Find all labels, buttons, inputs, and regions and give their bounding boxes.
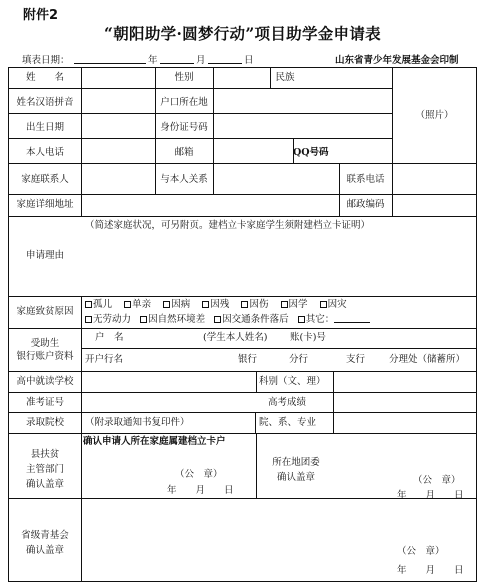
province-seal: （公 章） [397,546,445,557]
contact-phone-label: 联系电话 [346,174,385,185]
confirm-text: 确认申请人所在家庭属建档立卡户 [83,436,226,447]
contact-label: 家庭联系人 [21,174,69,185]
date-label: 填表日期： [22,55,70,66]
other-blank[interactable] [334,313,370,323]
subject-label: 科别（文、理） [259,376,326,387]
account-name-label: 户 名 [95,332,124,343]
bank-label: 银行 [238,354,258,365]
checkbox[interactable] [202,301,209,308]
checkbox[interactable] [241,301,248,308]
appendix-label: 附件2 [23,8,59,23]
month-label: 月 [196,55,206,66]
form-table [8,67,477,582]
reason-hint: （简述家庭状况，可另附页。建档立卡家庭学生须附建档立卡证明） [85,220,371,231]
league-label-1: 所在地团委 [272,457,320,468]
relation-label: 与本人关系 [160,174,208,185]
checkbox[interactable] [140,316,147,323]
address-label: 家庭详细地址 [16,199,74,210]
poverty-line-2: 无劳动力 因自然环境差 因交通条件落后 其它： [85,313,370,326]
league-seal: （公 章） [413,475,461,486]
admitted-hint: （附录取通知书复印件） [85,417,190,428]
league-label-2: 确认盖章 [276,472,315,483]
exam-no-label: 准考证号 [25,397,64,408]
high-school-label: 高中就读学校 [16,376,74,387]
score-label: 高考成绩 [268,397,307,408]
province-label-1: 省级青基会 [21,530,69,541]
postcode-label: 邮政编码 [346,199,385,210]
fill-date-row [22,52,470,66]
admitted-label: 录取院校 [25,417,64,428]
league-date: 年 月 日 [397,490,464,501]
checkbox[interactable] [214,316,221,323]
checkbox[interactable] [85,316,92,323]
checkbox[interactable] [163,301,170,308]
qq-label: QQ号码 [293,147,329,158]
poverty-line-1: 孤儿 单亲 因病 因残 因伤 因学 因灾 [85,299,347,311]
phone-label: 本人电话 [25,147,64,158]
ethnicity-label: 民族 [275,72,295,83]
poverty-label: 家庭致贫原因 [16,306,74,317]
name-label: 姓 名 [25,72,64,83]
account-no-label: 账(卡)号 [290,332,326,343]
province-date: 年 月 日 [397,565,464,576]
checkbox[interactable] [298,316,305,323]
checkbox[interactable] [124,301,131,308]
birth-label: 出生日期 [25,122,64,133]
sub-branch-label: 支行 [346,354,366,365]
issuer-label: 山东省青少年发展基金会印制 [335,55,459,66]
county-date: 年 月 日 [167,485,234,496]
id-number-label: 身份证号码 [160,122,208,133]
county-seal: （公 章） [175,469,223,480]
reason-label: 申请理由 [25,250,64,261]
pinyin-label: 姓名汉语拼音 [16,97,74,108]
hukou-label: 户口所在地 [160,97,208,108]
day-label: 日 [244,55,254,66]
office-label: 分理处（储蓄所） [389,354,466,365]
month-blank[interactable] [160,63,194,64]
county-label-3: 确认盖章 [25,479,64,490]
photo-placeholder: （照片） [415,110,454,121]
form-title: “朝阳助学·圆梦行动”项目助学金申请表 [104,24,381,43]
account-name-note: (学生本人姓名) [203,332,268,343]
checkbox[interactable] [85,301,92,308]
county-label-2: 主管部门 [25,464,64,475]
checkbox[interactable] [320,301,327,308]
gender-label: 性别 [174,72,194,83]
county-label-1: 县扶贫 [30,449,60,460]
day-blank[interactable] [208,63,242,64]
bank-label-1: 受助生 [30,338,60,349]
branch-label: 分行 [289,354,309,365]
email-label: 邮箱 [174,147,194,158]
checkbox[interactable] [281,301,288,308]
province-label-2: 确认盖章 [25,545,64,556]
dept-label: 院、系、专业 [259,417,317,428]
year-blank[interactable] [74,63,146,64]
year-label: 年 [148,55,158,66]
bank-label-2: 银行账户资料 [16,351,74,362]
bank-name-label: 开户行名 [85,354,124,365]
